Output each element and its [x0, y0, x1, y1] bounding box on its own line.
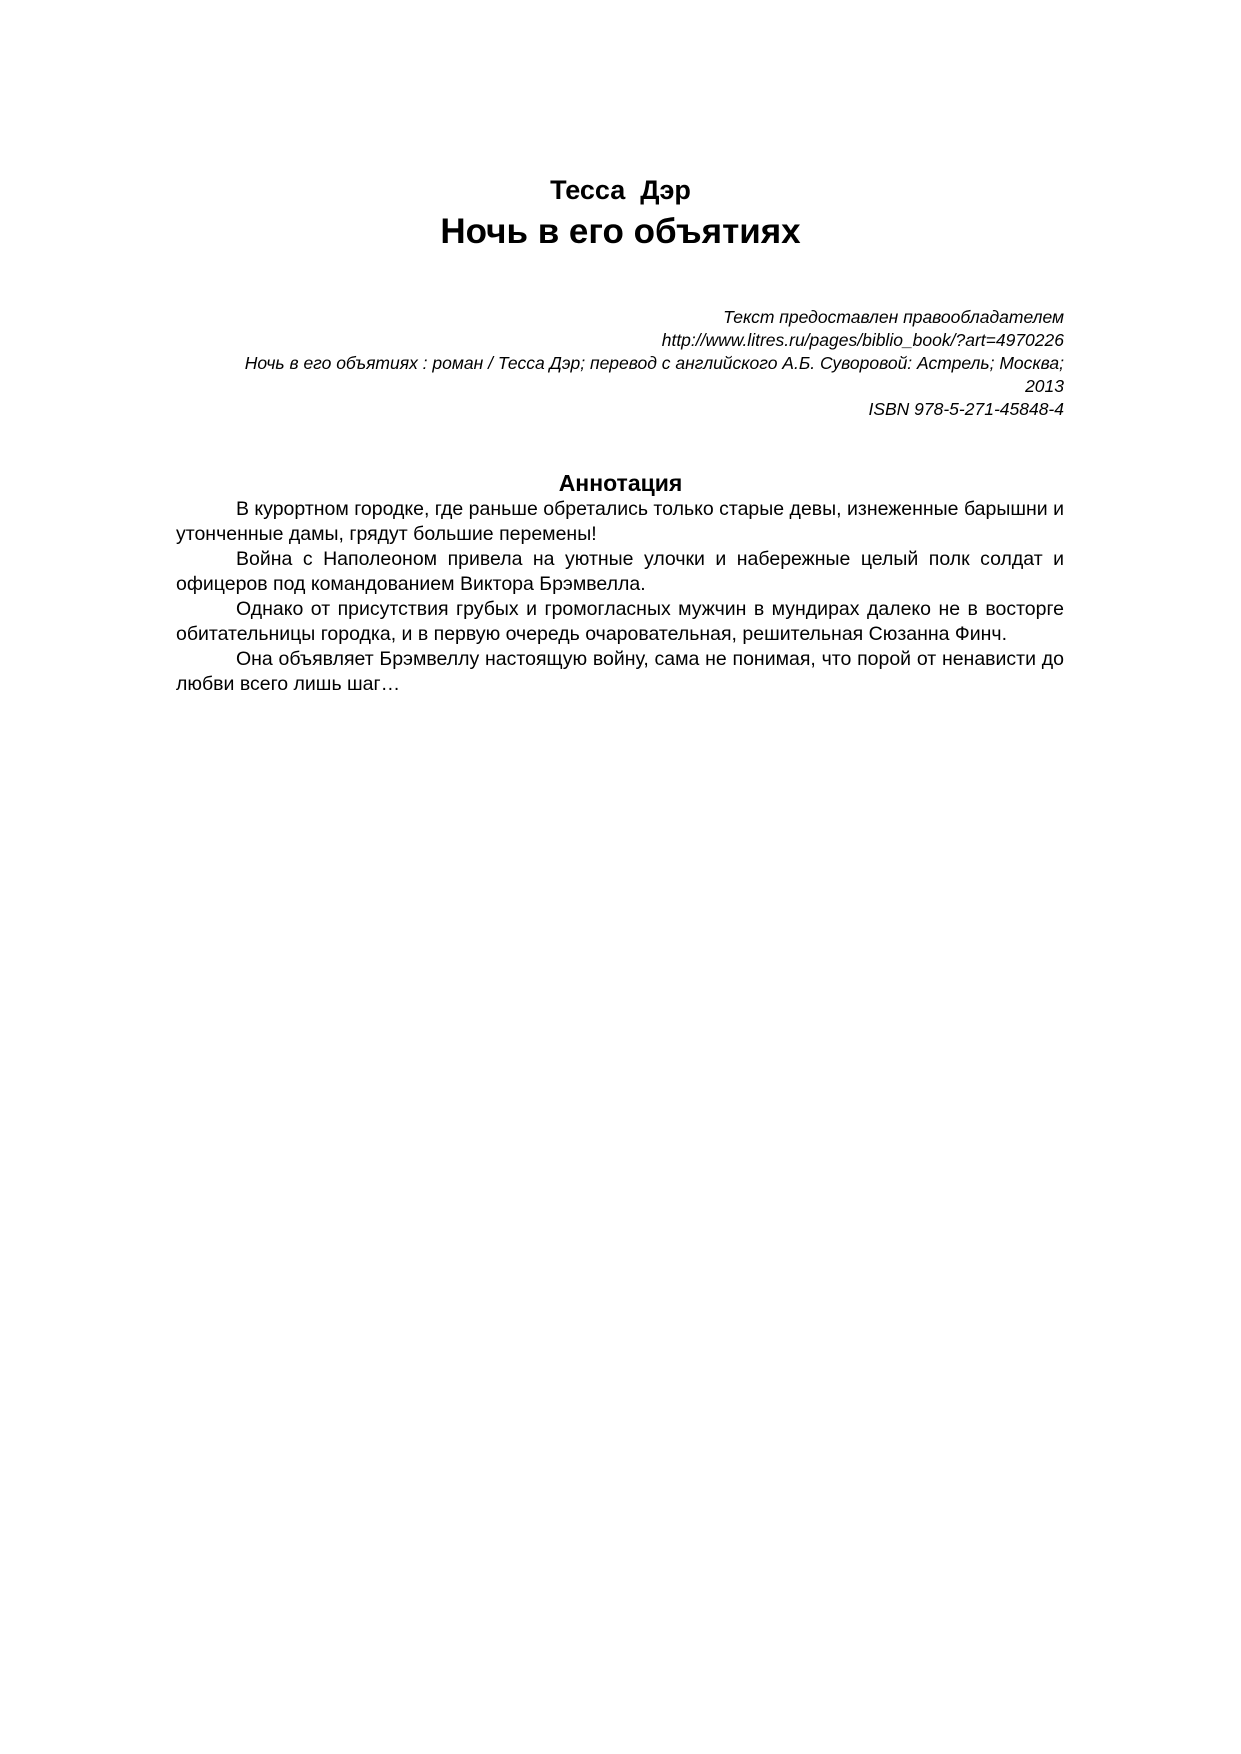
book-title: Ночь в его объятиях — [440, 212, 801, 251]
annotation-paragraph: Она объявляет Брэмвеллу настоящую войну, сама не понимая, что порой от ненависти до любви всего лишь шаг… — [176, 648, 1064, 695]
publication-metadata — [176, 306, 1064, 421]
source-url: http://www.litres.ru/pages/biblio_book/?art=4970226 — [661, 330, 1064, 350]
rights-holder-note: Текст предоставлен правообладателем — [723, 307, 1064, 327]
bibliographic-record: Ночь в его объятиях : роман / Тесса Дэр; перевод с английского А.Б. Суворовой: Астрель; Москва; — [244, 353, 1064, 373]
annotation-paragraph: В курортном городке, где раньше обретались только старые девы, изнеженные барышни и утонченные дамы, грядут большие перемены! — [176, 498, 1064, 545]
publication-year: 2013 — [1025, 376, 1064, 396]
isbn: ISBN 978-5-271-45848-4 — [868, 399, 1064, 419]
annotation-paragraph: Война с Наполеоном привела на уютные улочки и набережные целый полк солдат и офицеров под командованием Виктора Брэмвелла. — [176, 548, 1064, 595]
annotation-paragraph: Однако от присутствия грубых и громогласных мужчин в мундирах далеко не в восторге обитательницы городка, и в первую очередь очаровательная, решительная Сюзанна Финч. — [176, 598, 1064, 645]
book-author: Тесса Дэр — [550, 175, 691, 205]
annotation-heading: Аннотация — [558, 470, 683, 496]
annotation-body — [176, 497, 1064, 697]
